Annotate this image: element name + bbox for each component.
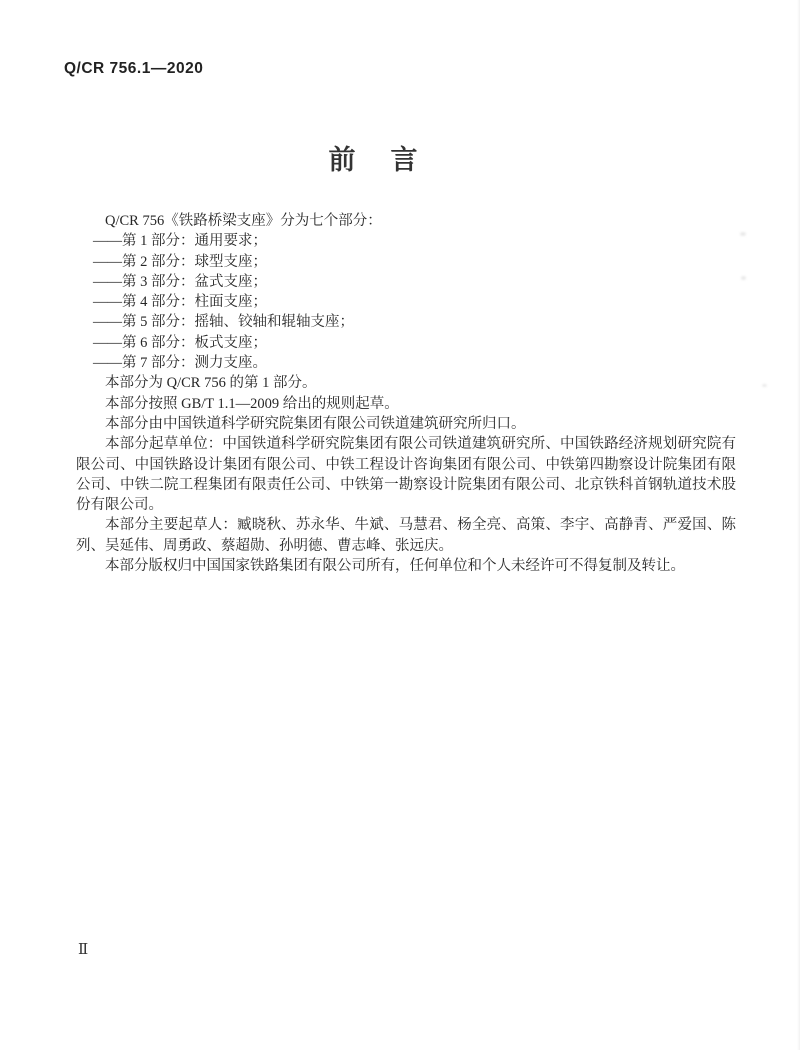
statement-part-of: 本部分为 Q/CR 756 的第 1 部分。 — [105, 375, 317, 392]
statement-main-drafters: 本部分主要起草人：臧晓秋、苏永华、牛斌、马慧君、杨全亮、高策、李宇、高静青、严爱国、陈列、吴延伟、周勇政、蔡超勋、孙明德、曹志峰、张远庆。 — [76, 517, 736, 554]
part-list-item: ——第 3 部分：盆式支座； — [93, 273, 267, 290]
scan-artifact — [762, 384, 767, 387]
statement-drafting-organizations: 本部分起草单位：中国铁道科学研究院集团有限公司铁道建筑研究所、中国铁路经济规划研究院有限公司、中国铁路设计集团有限公司、中铁工程设计咨询集团有限公司、中铁第四勘察设计院集团有限公司、中铁二院工程集团有限责任公司、中铁第一勘察设计院集团有限公司、北京铁科首钢轨道技术股份有限公司。 — [76, 436, 736, 514]
standard-code: Q/CR 756.1—2020 — [64, 60, 204, 77]
part-list-item: ——第 1 部分：通用要求； — [93, 233, 267, 250]
part-list-item: ——第 7 部分：测力支座。 — [93, 355, 267, 372]
foreword-body — [76, 211, 736, 576]
statement-copyright: 本部分版权归中国国家铁路集团有限公司所有，任何单位和个人未经许可不得复制及转让。 — [105, 558, 685, 575]
part-list-item: ——第 4 部分：柱面支座； — [93, 294, 267, 311]
scan-artifact — [740, 232, 746, 236]
page-number: Ⅱ — [78, 942, 89, 958]
statement-drafting-rule: 本部分按照 GB/T 1.1—2009 给出的规则起草。 — [105, 395, 399, 412]
part-list-item: ——第 5 部分：摇轴、铰轴和辊轴支座； — [93, 314, 354, 331]
foreword-title: 前言 — [328, 145, 453, 175]
part-list-item: ——第 2 部分：球型支座； — [93, 253, 267, 270]
part-list-item: ——第 6 部分：板式支座； — [93, 334, 267, 351]
foreword-intro: Q/CR 756《铁路桥梁支座》分为七个部分： — [105, 213, 382, 229]
statement-centralized-by: 本部分由中国铁道科学研究院集团有限公司铁道建筑研究所归口。 — [105, 415, 526, 432]
scan-artifact — [741, 276, 746, 280]
